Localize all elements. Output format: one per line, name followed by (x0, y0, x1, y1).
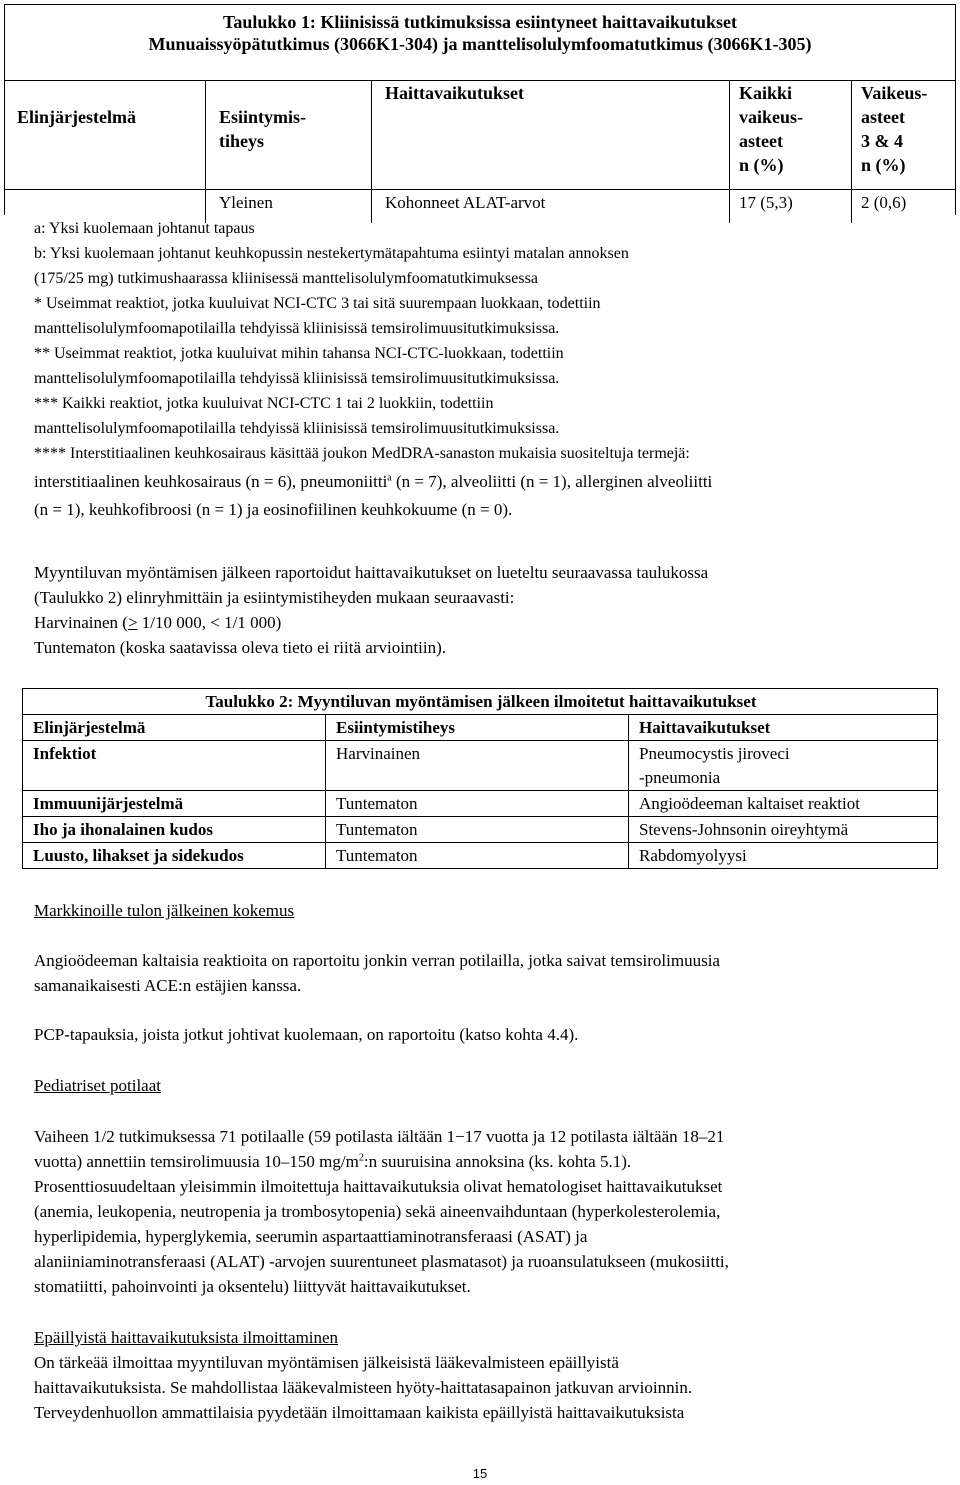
table-row (23, 791, 938, 817)
frequency-cell: Tuntematon (326, 843, 629, 869)
row-all-grades: 17 (5,3) (739, 193, 793, 212)
table-1-title-line-2: Munuaissyöpätutkimus (3066K1-304) ja manttelisolulymfoomatutkimus (3066K1-305) (148, 34, 812, 54)
pcp-text: PCP-tapauksia, joista jotkut johtivat kuolemaan, on raportoitu (katso kohta 4.4). (34, 1025, 579, 1044)
header-frequency: Esiintymis- tiheys (219, 107, 307, 151)
footnote-line: manttelisolulymfoomapotilailla tehdyissä kliinisissä temsirolimuusitutkimuksissa. (34, 420, 560, 437)
paragraph-line: Angioödeeman kaltaisia reaktioita on raportoitu jonkin verran potilailla, jotka saivat temsirolimuusia (34, 951, 720, 970)
table-2-title: Taulukko 2: Myyntiluvan myöntämisen jälkeen ilmoitetut haittavaikutukset (23, 689, 938, 715)
footnote-line: * Useimmat reaktiot, jotka kuuluivat NCI-CTC 3 tai sitä suurempaan luokkaan, todettiin (34, 295, 601, 312)
reaction-cell: Rabdomyolyysi (629, 843, 938, 869)
row-reaction: Kohonneet ALAT-arvot (385, 193, 546, 212)
header-adverse-reactions: Haittavaikutukset (385, 83, 525, 103)
table-2 (22, 688, 938, 869)
footnote-ild-line-2: (n = 1), keuhkofibroosi (n = 1) ja eosinofiilinen keuhkokuume (n = 0). (34, 500, 513, 519)
paragraph-line: Terveydenhuollon ammattilaisia pyydetään ilmoittamaan kaikista epäillyistä haittavaikutuksista (34, 1403, 685, 1422)
table-2-header (23, 715, 938, 741)
table-1-footnotes (34, 216, 934, 524)
frequency-cell: Tuntematon (326, 817, 629, 843)
table-1-title-line-1: Taulukko 1: Kliinisissä tutkimuksissa esiintyneet haittavaikutukset (223, 12, 737, 32)
reaction-cell: Stevens-Johnsonin oireyhtymä (629, 817, 938, 843)
table-row (23, 741, 938, 791)
paragraph-line: (Taulukko 2) elinryhmittäin ja esiintymistiheyden mukaan seuraavasti: (34, 588, 515, 607)
paragraph-line: Myyntiluvan myöntämisen jälkeen raportoidut haittavaikutukset on lueteltu seuraavassa taulukossa (34, 563, 709, 582)
organ-cell: Luusto, lihakset ja sidekudos (23, 843, 326, 869)
page-number: 15 (472, 1466, 488, 1481)
footnote-line: **** Interstitiaalinen keuhkosairaus käsittää joukon MedDRA-sanaston mukaisia suositeltuja termejä: (34, 445, 690, 462)
report-heading: Epäillyistä haittavaikutuksista ilmoittaminen (34, 1328, 339, 1347)
header-organ: Elinjärjestelmä (17, 107, 136, 127)
paragraph-line: haittavaikutuksista. Se mahdollistaa lääkevalmisteen hyöty-haittatasapainon jatkuvan arvioinnin. (34, 1378, 693, 1397)
table-1 (4, 4, 956, 215)
table-1-title (5, 5, 955, 81)
row-grade-3-4: 2 (0,6) (861, 193, 907, 212)
frequency-unknown: Tuntematon (koska saatavissa oleva tieto ei riitä arviointiin). (34, 638, 447, 657)
frequency-cell: Tuntematon (326, 791, 629, 817)
paragraph-line: Vaiheen 1/2 tutkimuksessa 71 potilaalle (59 potilasta iältään 1−17 vuotta ja 12 potilasta iältään 18–21 (34, 1127, 725, 1146)
paragraph-line: alaniiniaminotransferaasi (ALAT) -arvojen suurentuneet plasmatasot) ja ruoansulatukseen (mukosiitti, (34, 1252, 729, 1271)
paragraph-line: Prosenttiosuudeltaan yleisimmin ilmoitettuja haittavaikutuksia olivat hematologiset haittavaikutukset (34, 1177, 723, 1196)
reaction-cell: Pneumocystis jiroveci -pneumonia (629, 741, 938, 791)
organ-cell: Infektiot (23, 741, 326, 791)
footnote-line: b: Yksi kuolemaan johtanut keuhkopussin nestekertymätapahtuma esiintyi matalan annoksen (34, 245, 629, 262)
paragraph-line: On tärkeää ilmoittaa myyntiluvan myöntämisen jälkeisistä lääkevalmisteen epäillyistä (34, 1353, 619, 1372)
report-section (34, 1325, 934, 1425)
footnote-line: (175/25 mg) tutkimushaarassa kliinisessä manttelisolulymfoomatutkimuksessa (34, 270, 538, 287)
pediatric-heading: Pediatriset potilaat (34, 1076, 161, 1095)
footnote-line: *** Kaikki reaktiot, jotka kuuluivat NCI-CTC 1 tai 2 luokkiin, todettiin (34, 395, 494, 412)
table-1-header (5, 81, 955, 190)
header-cell: Esiintymistiheys (326, 715, 629, 741)
paragraph-line: stomatiitti, pahoinvointi ja oksentelu) liittyvät haittavaikutukset. (34, 1277, 471, 1296)
footnote-line: manttelisolulymfoomapotilailla tehdyissä kliinisissä temsirolimuusitutkimuksissa. (34, 370, 560, 387)
header-cell: Elinjärjestelmä (23, 715, 326, 741)
market-text (34, 948, 934, 998)
footnote-ild-line: interstitiaalinen keuhkosairaus (n = 6), pneumoniitti$^a$ (n = 7), alveoliitti (n = 1), allerginen alveoliitti (34, 472, 713, 491)
organ-cell: Immuunijärjestelmä (23, 791, 326, 817)
market-heading: Markkinoille tulon jälkeinen kokemus (34, 901, 295, 920)
table-row (5, 190, 955, 215)
footnote-line: manttelisolulymfoomapotilailla tehdyissä kliinisissä temsirolimuusitutkimuksissa. (34, 320, 560, 337)
row-frequency: Yleinen (219, 193, 273, 212)
pediatric-text (34, 1124, 934, 1299)
paragraph-line: hyperlipidemia, hyperglykemia, seerumin aspartaattiaminotransferaasi (ASAT) ja (34, 1227, 588, 1246)
header-all-grades: Kaikki vaikeus- asteet n (%) (739, 83, 804, 175)
frequency-rare: Harvinainen (> 1/10 000, < 1/1 000) (34, 613, 282, 632)
table-row (23, 843, 938, 869)
organ-cell: Iho ja ihonalainen kudos (23, 817, 326, 843)
paragraph-line: (anemia, leukopenia, neutropenia ja trombosytopenia) sekä aineenvaihduntaan (hyperkolesterolemia, (34, 1202, 721, 1221)
table-row (23, 817, 938, 843)
footnote-line: ** Useimmat reaktiot, jotka kuuluivat mihin tahansa NCI-CTC-luokkaan, todettiin (34, 345, 564, 362)
reaction-cell: Angioödeeman kaltaiset reaktiot (629, 791, 938, 817)
paragraph-line: vuotta) annettiin temsirolimuusia 10–150 $mg/m^2:n$ suuruisina annoksina (ks. kohta 5.1). (34, 1152, 632, 1171)
postmarketing-intro (34, 560, 934, 660)
paragraph-line: samanaikaisesti ACE:n estäjien kanssa. (34, 976, 302, 995)
footnote-line: a: Yksi kuolemaan johtanut tapaus (34, 220, 255, 237)
header-grade-3-4: Vaikeus- asteet 3 & 4 n (%) (861, 83, 928, 175)
frequency-cell: Harvinainen (326, 741, 629, 791)
header-cell: Haittavaikutukset (629, 715, 938, 741)
